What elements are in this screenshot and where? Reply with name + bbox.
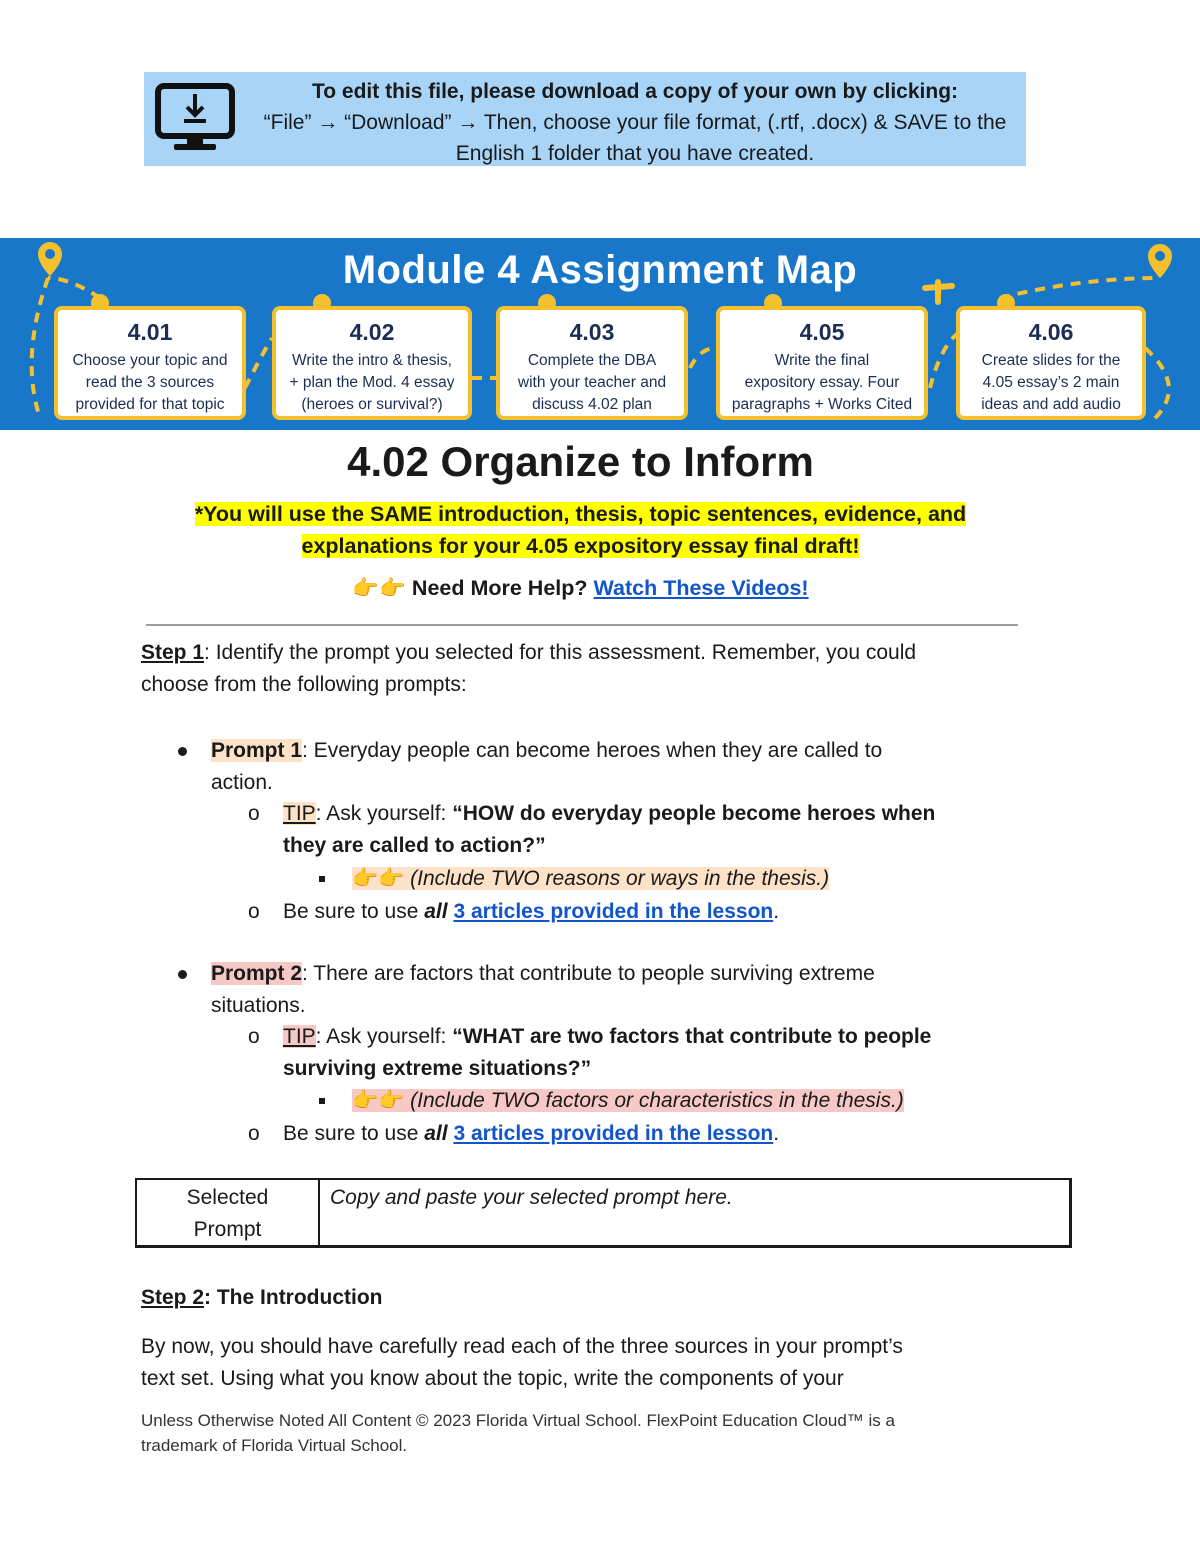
assignment-map — [0, 238, 1200, 430]
tip-question-cont: they are called to action?” — [283, 834, 546, 857]
copyright-footer — [141, 1408, 1041, 1458]
pointing-hand-icon: 👉👉 — [352, 867, 405, 890]
map-card-4-05 — [716, 306, 928, 420]
map-card-4-03 — [496, 306, 688, 420]
prompt-1-text-cont: action. — [211, 771, 273, 794]
card-description — [720, 350, 924, 416]
table-header-line: Prompt — [193, 1218, 262, 1241]
table-header-cell — [137, 1180, 320, 1245]
card-description — [276, 350, 468, 416]
tip-question-cont: surviving extreme situations?” — [283, 1057, 592, 1080]
card-description — [58, 350, 242, 416]
card-number: 4.01 — [127, 319, 173, 345]
articles-link[interactable]: 3 articles provided in the lesson — [453, 1122, 774, 1145]
pointing-hand-icon: 👉👉 — [352, 576, 406, 600]
card-line: read the 3 sources — [85, 374, 215, 391]
card-line: Write the final — [774, 352, 870, 369]
download-line-2: “File” → “Download” → Then, choose your file format, (.rtf, .docx) & SAVE to the — [263, 111, 1007, 134]
step-2-text: By now, you should have carefully read each of the three sources in your prompt’s — [141, 1335, 903, 1358]
tip-prefix: : Ask yourself: — [315, 1025, 453, 1048]
card-line: ideas and add audio — [981, 396, 1121, 413]
sub-marker: o — [248, 802, 260, 825]
prompt-2-text-cont: situations. — [211, 994, 306, 1017]
sources-all: all — [424, 1122, 448, 1145]
page-title: 4.02 Organize to Inform — [347, 438, 814, 485]
prompt-2-tip — [283, 1021, 1043, 1085]
card-line: Choose your topic and — [72, 352, 228, 369]
footer-line: Unless Otherwise Noted All Content © 2023 Florida Virtual School. FlexPoint Education Cloud™ is a — [141, 1411, 895, 1430]
prompt-1-item — [211, 735, 1011, 799]
note-line-2: explanations for your 4.05 expository essay final draft! — [301, 534, 860, 558]
card-number: 4.05 — [799, 319, 845, 345]
step-2-paragraph — [141, 1331, 1041, 1395]
pointing-hand-icon: 👉👉 — [352, 1089, 405, 1112]
step-2-text: text set. Using what you know about the topic, write the components of your — [141, 1367, 844, 1390]
step-1-text: : Identify the prompt you selected for this assessment. Remember, you could — [204, 641, 917, 664]
footer-line: trademark of Florida Virtual School. — [141, 1436, 408, 1455]
download-instructions-banner — [144, 72, 1026, 166]
card-line: 4.05 essay’s 2 main — [982, 374, 1120, 391]
bullet-square — [319, 1098, 325, 1104]
watch-videos-link[interactable]: Watch These Videos! — [593, 576, 809, 600]
card-description — [500, 350, 684, 416]
help-text: Need More Help? — [411, 576, 588, 600]
step-2-label: Step 2 — [141, 1286, 205, 1309]
help-line — [0, 576, 1161, 601]
step-1-text-cont: choose from the following prompts: — [141, 673, 467, 696]
prompt-2-label: Prompt 2 — [211, 962, 303, 985]
sub-marker: o — [248, 1025, 260, 1048]
sources-prefix: Be sure to use — [283, 1122, 425, 1145]
card-number: 4.03 — [569, 319, 615, 345]
bullet-dot — [178, 747, 187, 756]
bullet-dot — [178, 970, 187, 979]
prompt-2-text: : There are factors that contribute to people surviving extreme — [302, 962, 875, 985]
prompt-2-hint — [352, 1085, 904, 1117]
prompt-2-sources — [283, 1118, 779, 1150]
step-1-paragraph — [141, 637, 1041, 701]
sub-marker: o — [248, 1122, 260, 1145]
tip-question: “HOW do everyday people become heroes when — [452, 802, 936, 825]
prompt-1-tip — [283, 798, 1043, 862]
bullet-square — [319, 876, 325, 882]
step-1-label: Step 1 — [141, 641, 205, 664]
selected-prompt-input-cell[interactable]: Copy and paste your selected prompt here. — [330, 1186, 733, 1209]
card-line: provided for that topic — [75, 396, 225, 413]
card-line: Write the intro & thesis, — [292, 352, 452, 369]
download-monitor-icon — [154, 80, 236, 158]
prompt-2-item — [211, 958, 1011, 1022]
tip-label: TIP — [283, 1025, 316, 1048]
step-2-title: : The Introduction — [204, 1286, 383, 1309]
card-line: discuss 4.02 plan — [532, 396, 652, 413]
card-number: 4.06 — [1028, 319, 1074, 345]
download-instructions-text — [244, 76, 1026, 169]
prompt-1-hint — [352, 863, 829, 895]
card-description — [960, 350, 1142, 416]
card-number: 4.02 — [349, 319, 395, 345]
note-line-1: *You will use the SAME introduction, thesis, topic sentences, evidence, and — [194, 502, 967, 526]
sources-all: all — [424, 900, 448, 923]
card-line: Complete the DBA — [527, 352, 657, 369]
map-card-4-01 — [54, 306, 246, 420]
step-2-heading — [141, 1282, 1041, 1314]
table-header-line: Selected — [186, 1186, 269, 1209]
card-line: paragraphs + Works Cited — [731, 396, 913, 413]
card-line: Create slides for the — [981, 352, 1121, 369]
tip-prefix: : Ask yourself: — [315, 802, 453, 825]
sub-marker: o — [248, 900, 260, 923]
prompt-1-text: : Everyday people can become heroes when they are called to — [302, 739, 883, 762]
card-line: + plan the Mod. 4 essay — [289, 374, 455, 391]
card-line: (heroes or survival?) — [301, 396, 443, 413]
card-line: with your teacher and — [517, 374, 667, 391]
assignment-map-title: Module 4 Assignment Map — [342, 248, 858, 292]
download-line-1: To edit this file, please download a copy of your own by clicking: — [311, 80, 959, 103]
tip-question: “WHAT are two factors that contribute to people — [452, 1025, 932, 1048]
sources-end: . — [773, 900, 780, 923]
important-note — [0, 498, 1161, 562]
hint-text: (Include TWO reasons or ways in the thesis.) — [410, 867, 830, 890]
sources-prefix: Be sure to use — [283, 900, 425, 923]
hint-text: (Include TWO factors or characteristics in the thesis.) — [410, 1089, 904, 1112]
download-line-3: English 1 folder that you have created. — [455, 142, 815, 165]
prompt-1-sources — [283, 896, 779, 928]
card-line: expository essay. Four — [744, 374, 900, 391]
map-card-4-06 — [956, 306, 1146, 420]
tip-label: TIP — [283, 802, 316, 825]
articles-link[interactable]: 3 articles provided in the lesson — [453, 900, 774, 923]
selected-prompt-table — [135, 1178, 1072, 1248]
divider — [146, 624, 1018, 626]
prompt-1-label: Prompt 1 — [211, 739, 303, 762]
sources-end: . — [773, 1122, 780, 1145]
map-card-4-02 — [272, 306, 472, 420]
